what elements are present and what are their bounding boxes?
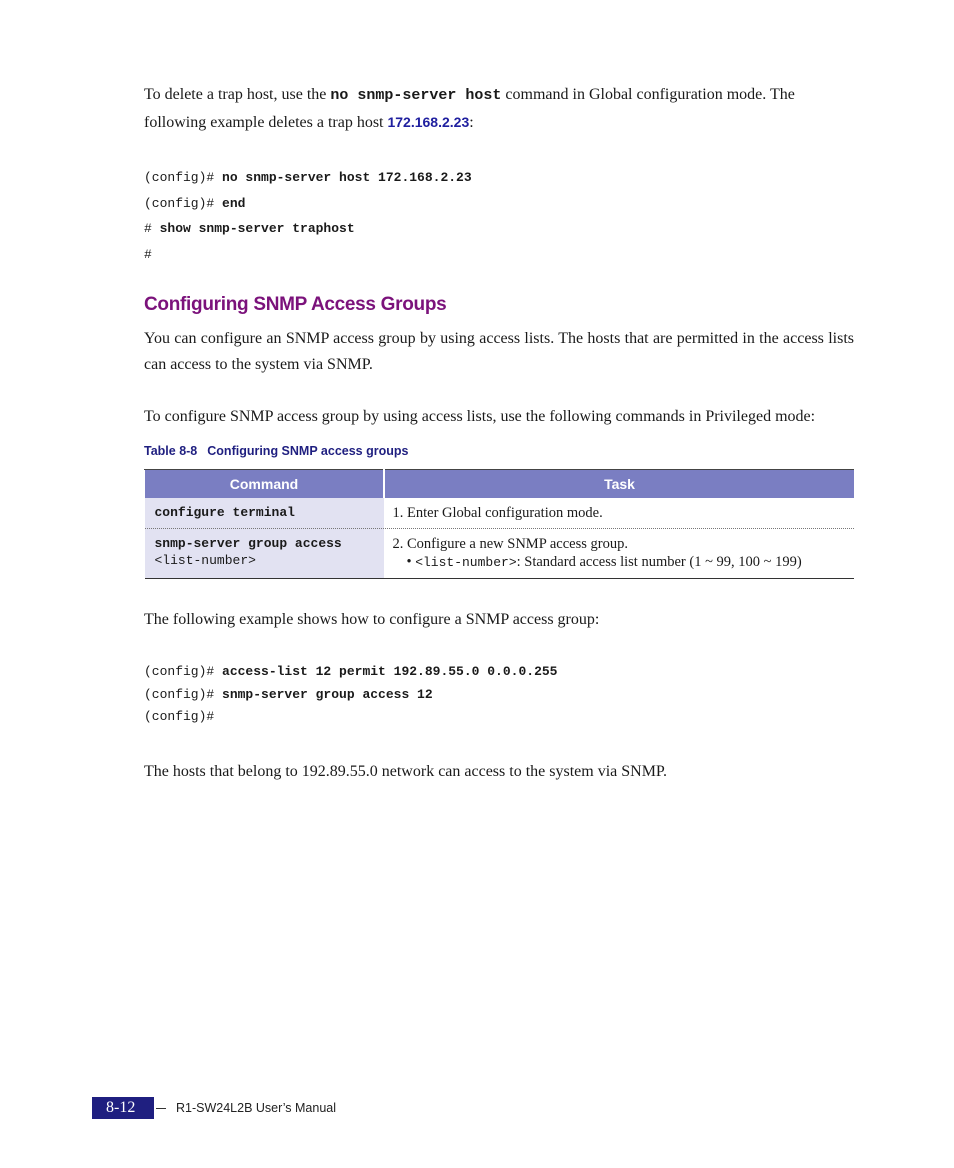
- footer-divider: [156, 1108, 166, 1109]
- header-command: Command: [145, 470, 385, 499]
- example1-code-block: [144, 165, 854, 267]
- intro-text-3: :: [469, 114, 474, 131]
- trap-host-ip: 172.168.2.23: [387, 114, 470, 130]
- code-line: (config)# no snmp-server host 172.168.2.23: [144, 170, 472, 185]
- code-line: (config)#: [144, 709, 215, 724]
- paragraph-example-intro: The following example shows how to configure a SNMP access group:: [144, 611, 600, 628]
- task-cell: [384, 529, 854, 579]
- section-title: Configuring SNMP Access Groups: [144, 294, 447, 315]
- intro-paragraph: [144, 82, 854, 136]
- command-cell: [145, 529, 385, 579]
- page-content: [144, 82, 854, 785]
- paragraph-privileged-mode: To configure SNMP access group by using access lists, use the following commands in Privileged mode:: [144, 408, 816, 425]
- table-caption-title: Configuring SNMP access groups: [207, 444, 409, 458]
- task-bullet: • <list-number>: Standard access list number (1 ~ 99, 100 ~ 199): [406, 554, 802, 570]
- commands-table: [144, 469, 854, 579]
- table-caption-label: Table 8-8: [144, 444, 198, 458]
- table-header-row: [145, 470, 855, 499]
- paragraph-conclusion: The hosts that belong to 192.89.55.0 network can access to the system via SNMP.: [144, 762, 668, 780]
- code-line: #: [144, 246, 152, 262]
- manual-title: R1-SW24L2B User’s Manual: [176, 1101, 337, 1115]
- intro-command: no snmp-server host: [330, 87, 502, 104]
- table-row: [145, 498, 855, 529]
- code-line: (config)# snmp-server group access 12: [144, 686, 433, 702]
- code-line: (config)# access-list 12 permit 192.89.55.0 0.0.0.255: [144, 664, 558, 679]
- page-footer: [92, 1097, 336, 1119]
- paragraph-access-lists: You can configure an SNMP access group by using access lists. The hosts that are permitted in the access lists can access to the system via SNMP.: [144, 330, 854, 373]
- task-text: 2. Configure a new SNMP access group.: [392, 536, 628, 552]
- intro-text: To delete a trap host, use the: [144, 86, 331, 103]
- task-cell: [384, 498, 854, 529]
- command-text: snmp-server group access: [154, 536, 342, 551]
- header-task: Task: [384, 470, 854, 499]
- page-number: 8-12: [92, 1097, 154, 1119]
- code-line: # show snmp-server traphost: [144, 221, 355, 236]
- example2-code-block: [144, 661, 854, 729]
- table-caption: [144, 444, 854, 458]
- intro-text-2: command in Global configuration mode. The following example deletes a trap host: [144, 86, 795, 131]
- bullet-text: : Standard access list number (1 ~ 99, 100 ~ 199): [516, 554, 802, 570]
- code-line: (config)# end: [144, 195, 246, 211]
- bullet-parameter: <list-number>: [415, 555, 517, 570]
- task-text: 1. Enter Global configuration mode.: [392, 505, 603, 521]
- command-argument: <list-number>: [154, 553, 256, 568]
- command-cell: [145, 498, 385, 529]
- command-text: configure terminal: [154, 505, 295, 520]
- table-row: [145, 529, 855, 579]
